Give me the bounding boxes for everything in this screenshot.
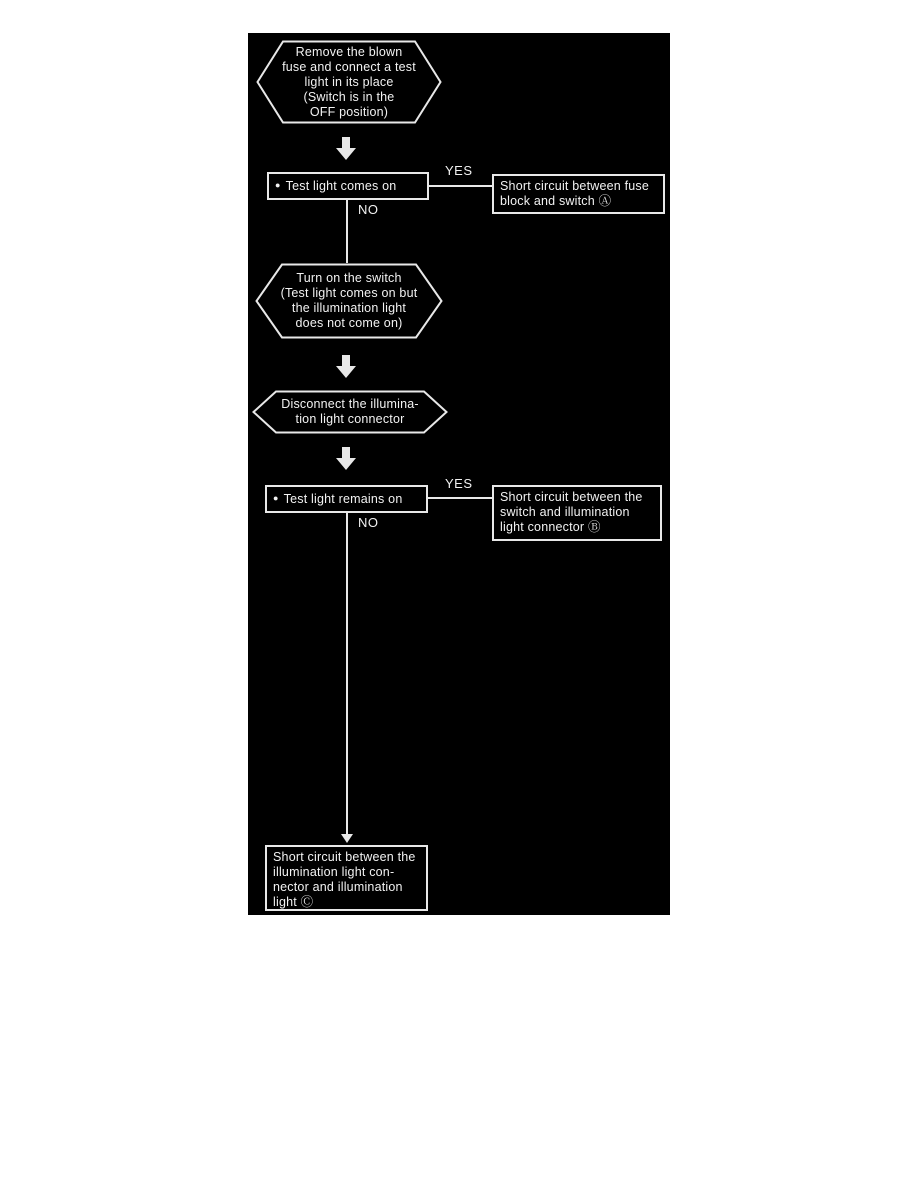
step-line: (Switch is in the	[303, 89, 395, 104]
down-block-arrow-icon	[336, 355, 356, 379]
step-line: the illumination light	[291, 301, 407, 315]
test-light-comes-on-box	[267, 172, 429, 200]
step-disconnect-connector-text	[252, 390, 448, 434]
flowchart-panel	[248, 33, 670, 915]
down-arrowhead-icon	[341, 834, 353, 843]
result-c-line: Short circuit between the	[273, 850, 416, 864]
result-c-line: light Ⓒ	[273, 895, 314, 909]
no-label-1: NO	[358, 202, 379, 217]
step-line: does not come on)	[295, 316, 403, 330]
result-b-line: Short circuit between the	[500, 490, 643, 504]
test-light-remains-on-label: Test light remains on	[283, 491, 403, 506]
no-branch-line-2	[346, 513, 348, 835]
step-line: Disconnect the illumina-	[281, 397, 419, 411]
step-disconnect-connector-hexagon	[252, 390, 448, 434]
result-a-line: Short circuit between fuse	[500, 179, 650, 193]
no-branch-line-1	[346, 200, 348, 263]
step-line: tion light connector	[295, 412, 405, 426]
step-line: Turn on the switch	[296, 271, 402, 285]
yes-label-2: YES	[445, 476, 473, 491]
result-c-line: illumination light con-	[273, 865, 395, 879]
down-block-arrow-icon	[336, 447, 356, 471]
step-line: (Test light comes on but	[280, 286, 418, 300]
result-b-box	[492, 485, 662, 541]
step-line: Remove the blown	[295, 44, 403, 59]
test-light-comes-on-label: Test light comes on	[285, 178, 397, 193]
step-turn-on-switch-text	[255, 263, 443, 339]
step-turn-on-switch-hexagon	[255, 263, 443, 339]
result-b-line: light connector Ⓑ	[500, 520, 601, 534]
step-line: fuse and connect a test	[282, 59, 416, 74]
yes-label-1: YES	[445, 163, 473, 178]
step-line: light in its place	[304, 74, 394, 89]
bullet-icon: ●	[275, 179, 281, 190]
test-light-remains-on-box	[265, 485, 428, 513]
result-c-line: nector and illumination	[273, 880, 403, 894]
step-remove-fuse-hexagon	[256, 40, 442, 124]
result-a-box	[492, 174, 665, 214]
step-remove-fuse-text	[256, 40, 442, 124]
result-c-box	[265, 845, 428, 911]
result-b-line: switch and illumination	[500, 505, 630, 519]
result-a-line: block and switch Ⓐ	[500, 194, 612, 208]
down-block-arrow-icon	[336, 137, 356, 161]
yes-branch-line-1	[429, 185, 492, 187]
yes-branch-line-2	[428, 497, 492, 499]
bullet-icon: ●	[273, 492, 279, 503]
no-label-2: NO	[358, 515, 379, 530]
step-line: OFF position)	[309, 104, 389, 119]
